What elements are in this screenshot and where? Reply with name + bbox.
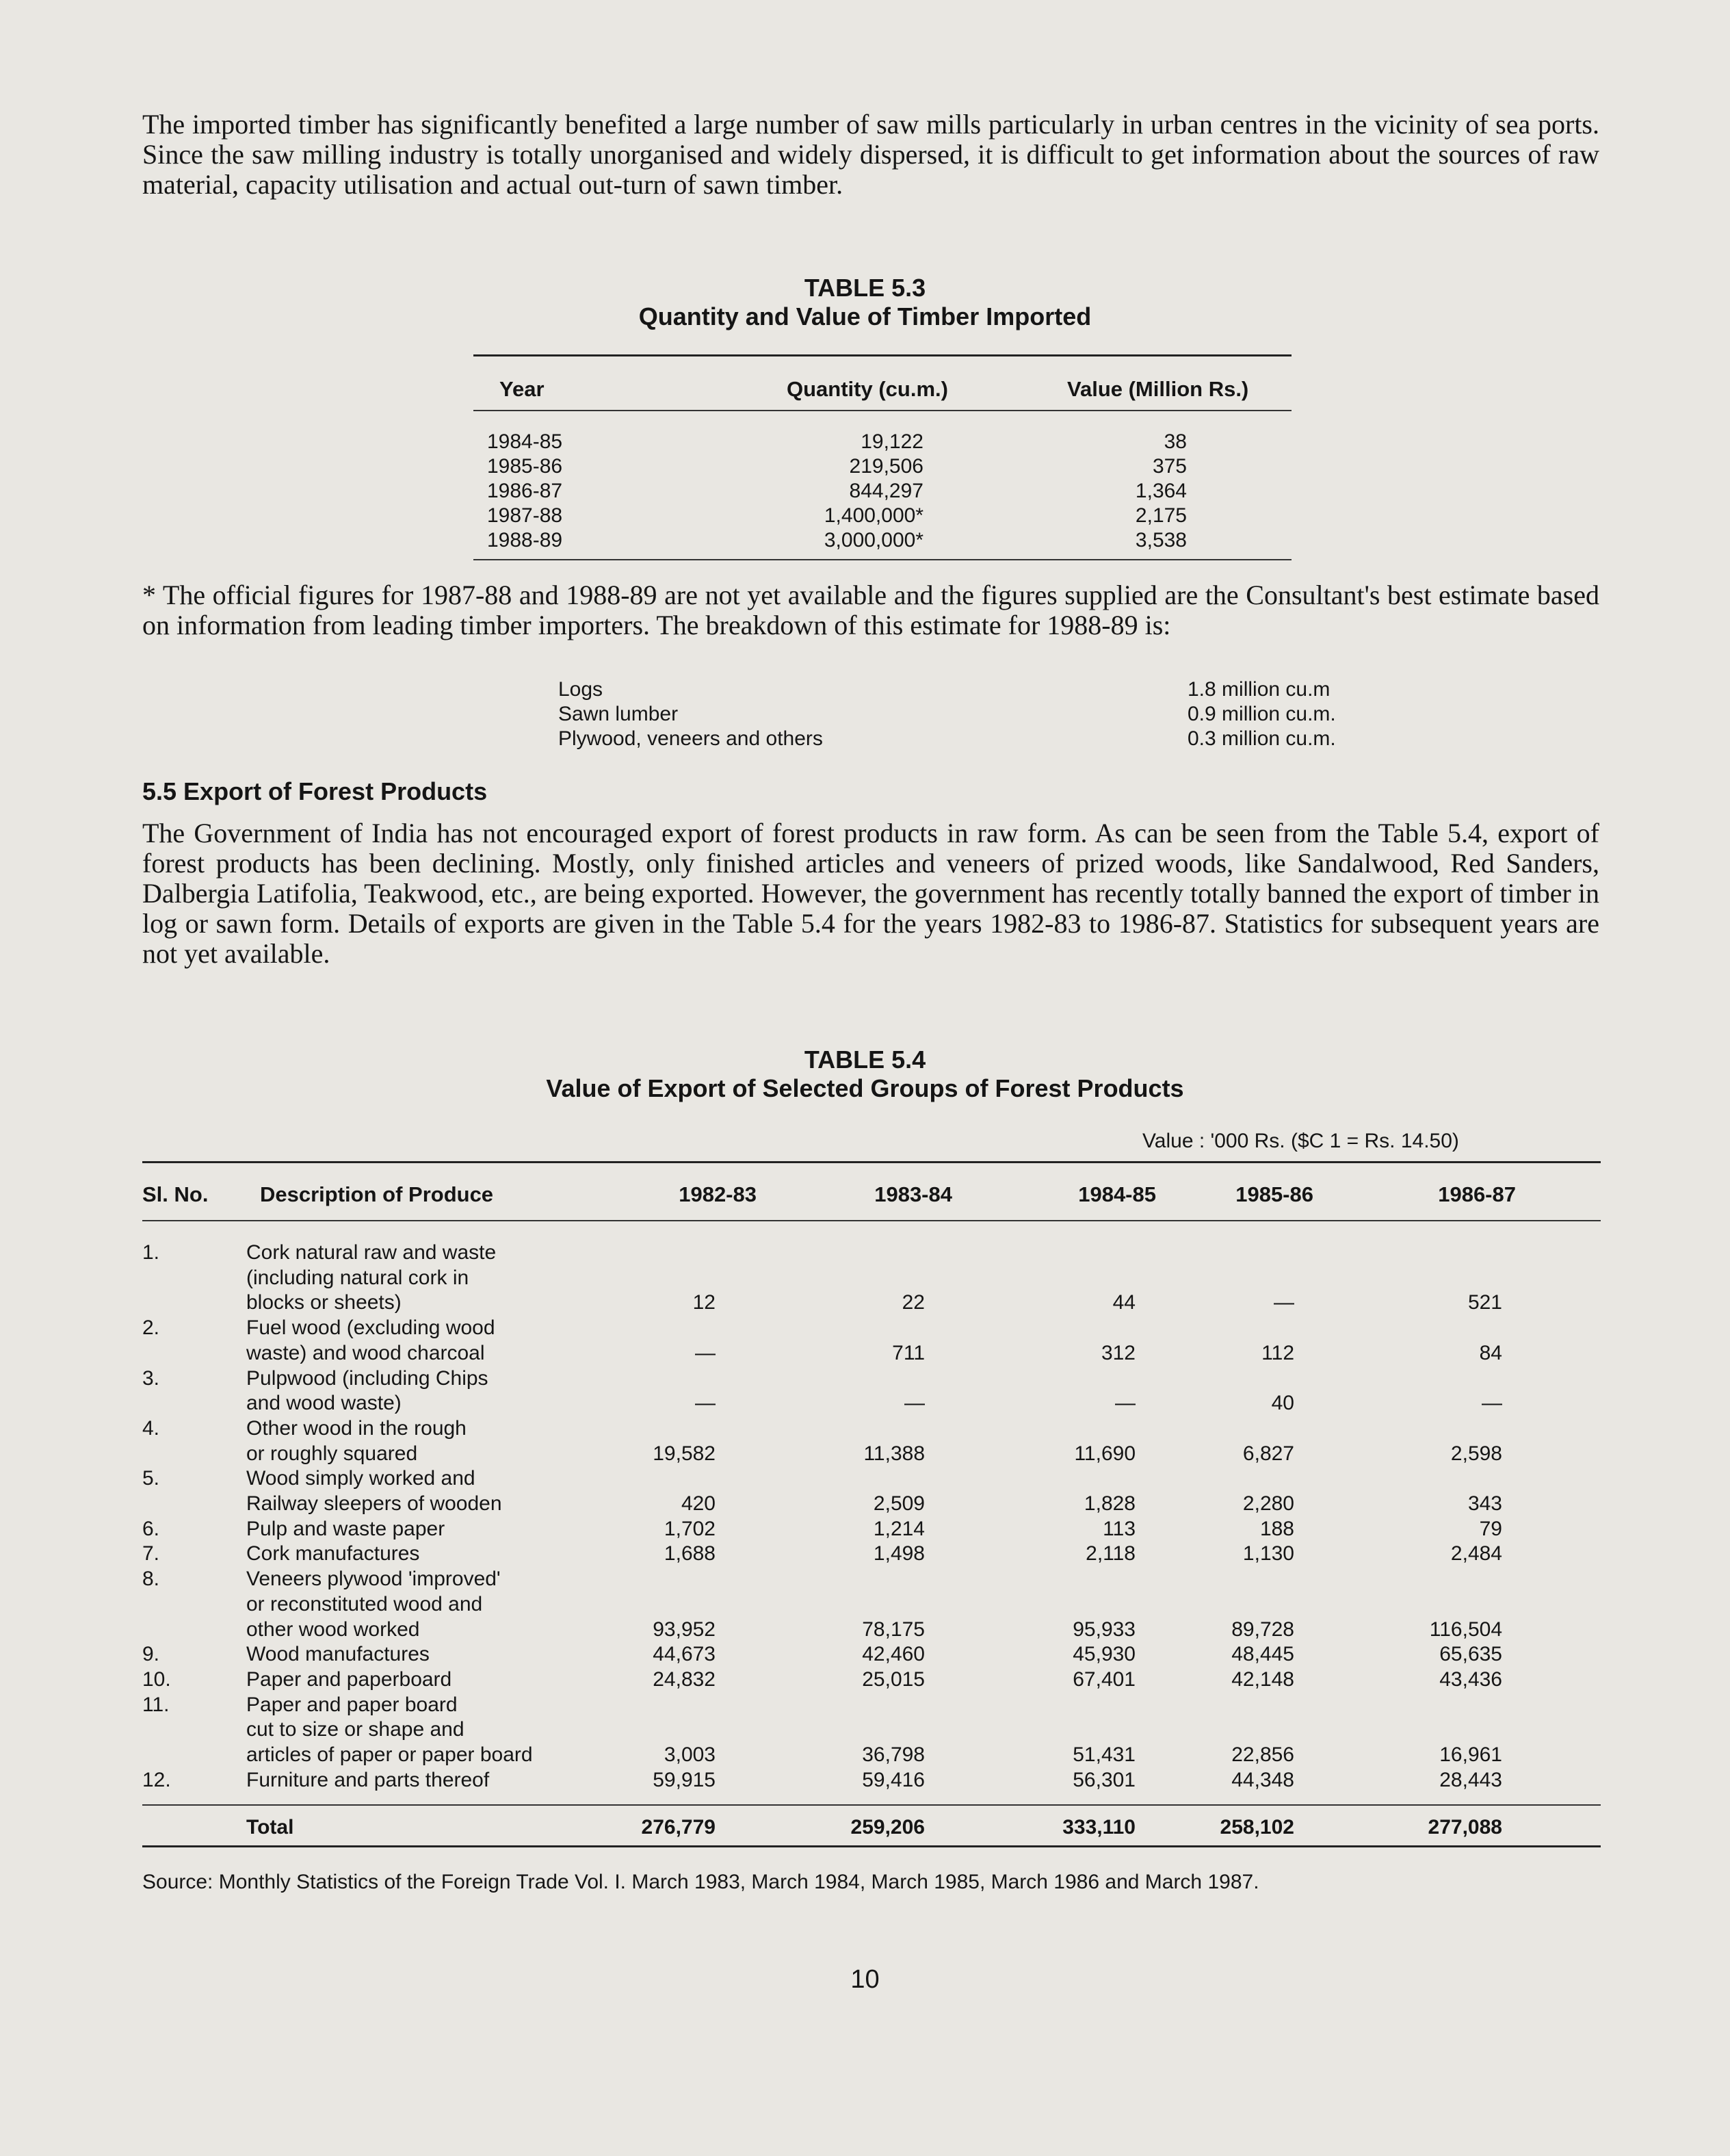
table-5-4-value-cell: 79 bbox=[1479, 1517, 1502, 1540]
table-5-3-value-cell: 1,364 bbox=[1135, 480, 1187, 502]
table-5-4-value-cell: 112 bbox=[1261, 1341, 1294, 1364]
table-5-4-description-line: Wood simply worked and bbox=[246, 1467, 475, 1490]
table-5-4-value-cell: 36,798 bbox=[862, 1743, 925, 1766]
table-5-3-number: TABLE 5.3 bbox=[804, 274, 926, 302]
table-5-4-value-cell: 188 bbox=[1259, 1517, 1294, 1540]
table-5-4-value-cell: — bbox=[904, 1392, 925, 1415]
table-5-4-description-line: Pulp and waste paper bbox=[246, 1517, 445, 1540]
table-5-4-value-cell: 65,635 bbox=[1439, 1643, 1502, 1666]
table-5-4-total-cell: 258,102 bbox=[1220, 1816, 1294, 1839]
table-5-4-description-line: Paper and paperboard bbox=[246, 1667, 452, 1691]
table-5-4-description-line: waste) and wood charcoal bbox=[246, 1341, 485, 1364]
table-5-4-slno-cell: 7. bbox=[142, 1542, 160, 1566]
table-5-4-value-cell: 95,933 bbox=[1073, 1618, 1136, 1641]
table-5-3-quantity-cell: 3,000,000* bbox=[824, 529, 923, 551]
table-5-4-value-cell: 78,175 bbox=[862, 1618, 925, 1641]
table-5-4-value-cell: 40 bbox=[1271, 1392, 1294, 1415]
table-5-4-value-cell: 22,856 bbox=[1231, 1743, 1294, 1766]
table-5-3-year-cell: 1984-85 bbox=[487, 430, 563, 453]
table-5-4-header-year: 1986-87 bbox=[1438, 1182, 1516, 1206]
export-paragraph: The Government of India has not encouraged export of forest products in raw form. As can be seen from the Table 5.4, export of forest products has been declining. Mostly, only finished articles and veneers of prized woods, like Sandalwood, Red Sanders, Dalbergia Latifolia, Teakwood, etc., are being exported. However, the government has recently totally banned the export of timber in log or sawn form. Details of exports are given in the Table 5.4 for the years 1982-83 to 1986-87. Statistics for subsequent years are not yet available. bbox=[142, 818, 1599, 969]
table-5-4-description-line: or reconstituted wood and bbox=[246, 1592, 483, 1615]
table-5-4-value-cell: 45,930 bbox=[1073, 1643, 1136, 1666]
table-5-4-header-year: 1983-84 bbox=[874, 1182, 952, 1206]
table-5-4-value-cell: 59,416 bbox=[862, 1768, 925, 1791]
table-5-4-value-cell: 42,460 bbox=[862, 1643, 925, 1666]
table-5-4-value-cell: 11,388 bbox=[863, 1442, 925, 1465]
table-5-3-header-rule bbox=[473, 410, 1292, 411]
table-5-4-value-cell: 3,003 bbox=[664, 1743, 716, 1766]
page-number: 10 bbox=[850, 1965, 880, 1994]
table-5-4-value-cell: 84 bbox=[1479, 1341, 1502, 1364]
table-5-4-value-cell: — bbox=[1274, 1291, 1294, 1314]
table-5-4-value-cell: — bbox=[695, 1341, 716, 1364]
table-5-4-value-cell: 1,688 bbox=[664, 1542, 716, 1566]
table-5-4-value-cell: 67,401 bbox=[1073, 1667, 1136, 1691]
table-5-3-year-cell: 1985-86 bbox=[487, 455, 563, 478]
table-5-4-description-line: articles of paper or paper board bbox=[246, 1743, 533, 1766]
breakdown-amount: 1.8 million cu.m bbox=[1188, 678, 1331, 701]
table-5-4-slno-cell: 9. bbox=[142, 1643, 160, 1666]
table-5-4-total-cell: 276,779 bbox=[641, 1816, 716, 1839]
table-5-3-title: Quantity and Value of Timber Imported bbox=[638, 302, 1092, 330]
table-5-4-value-cell: 89,728 bbox=[1231, 1618, 1294, 1641]
table-5-4-value-cell: 48,445 bbox=[1231, 1643, 1294, 1666]
table-5-3-value-cell: 375 bbox=[1152, 455, 1187, 478]
table-5-4-description-line: cut to size or shape and bbox=[246, 1718, 464, 1741]
table-5-3-year-cell: 1988-89 bbox=[487, 529, 563, 551]
table-5-4-value-cell: 19,582 bbox=[653, 1442, 716, 1465]
table-5-4-slno-cell: 5. bbox=[142, 1467, 160, 1490]
table-5-3-year-cell: 1986-87 bbox=[487, 480, 563, 502]
table-5-4-slno-cell: 1. bbox=[142, 1241, 160, 1264]
table-5-4-value-cell: 11,690 bbox=[1074, 1442, 1136, 1465]
table-5-4-header-description: Description of Produce bbox=[260, 1182, 494, 1206]
table-5-4-value-cell: 521 bbox=[1467, 1291, 1502, 1314]
table-5-4-description-line: (including natural cork in bbox=[246, 1266, 469, 1289]
table-5-4-description-line: Pulpwood (including Chips bbox=[246, 1366, 488, 1390]
table-5-3-header-quantity: Quantity (cu.m.) bbox=[787, 377, 948, 401]
table-5-4-description-line: Railway sleepers of wooden bbox=[246, 1492, 502, 1515]
table-5-3-quantity-cell: 219,506 bbox=[849, 455, 923, 478]
table-5-4-value-cell: 24,832 bbox=[653, 1667, 716, 1691]
table-5-4-slno-cell: 11. bbox=[142, 1693, 170, 1716]
table-5-3-year-cell: 1987-88 bbox=[487, 504, 563, 527]
table-5-4-value-cell: 1,828 bbox=[1084, 1492, 1136, 1515]
table-5-4-value-cell: 42,148 bbox=[1231, 1667, 1294, 1691]
table-5-4-value-cell: — bbox=[695, 1392, 716, 1415]
breakdown-item: Logs bbox=[558, 678, 603, 701]
table-5-4-value-cell: 2,509 bbox=[873, 1492, 925, 1515]
table-5-4-value-cell: 43,436 bbox=[1439, 1667, 1502, 1691]
table-5-4-value-cell: 2,484 bbox=[1450, 1542, 1502, 1566]
breakdown-item: Sawn lumber bbox=[558, 703, 679, 725]
table-5-4-value-cell: 2,598 bbox=[1450, 1442, 1502, 1465]
table-5-4-slno-cell: 8. bbox=[142, 1568, 160, 1591]
table-5-4-value-cell: 16,961 bbox=[1439, 1743, 1502, 1766]
table-5-4-value-cell: — bbox=[1115, 1392, 1136, 1415]
table-5-4-value-cell: 113 bbox=[1103, 1517, 1136, 1540]
table-5-4-slno-cell: 4. bbox=[142, 1416, 160, 1440]
table-5-4-slno-cell: 6. bbox=[142, 1517, 160, 1540]
table-5-3-quantity-cell: 844,297 bbox=[849, 480, 923, 502]
table-5-4-value-cell: 12 bbox=[692, 1291, 716, 1314]
table-5-4-total-rule bbox=[142, 1804, 1601, 1806]
table-5-4-description-line: or roughly squared bbox=[246, 1442, 418, 1465]
table-5-4-description-line: Cork manufactures bbox=[246, 1542, 420, 1566]
breakdown-amount: 0.9 million cu.m. bbox=[1188, 703, 1336, 725]
table-5-4-description-line: Cork natural raw and waste bbox=[246, 1241, 497, 1264]
table-5-4-top-rule bbox=[142, 1161, 1601, 1163]
table-5-4-description-line: blocks or sheets) bbox=[246, 1291, 402, 1314]
table-5-4-bottom-rule bbox=[142, 1845, 1601, 1847]
table-5-4-slno-cell: 2. bbox=[142, 1316, 160, 1340]
table-5-4-title: Value of Export of Selected Groups of Forest Products bbox=[546, 1074, 1184, 1102]
table-5-4-value-cell: 51,431 bbox=[1073, 1743, 1136, 1766]
table-5-4-value-cell: 6,827 bbox=[1242, 1442, 1294, 1465]
table-5-4-number: TABLE 5.4 bbox=[804, 1045, 926, 1074]
table-5-3-bottom-rule bbox=[473, 559, 1292, 560]
table-5-4-value-cell: 420 bbox=[681, 1492, 716, 1515]
table-5-4-value-cell: 711 bbox=[892, 1341, 925, 1364]
table-5-4-value-cell: 312 bbox=[1101, 1341, 1136, 1364]
table-5-4-total-label: Total bbox=[246, 1816, 294, 1839]
table-5-4-unit-note: Value : '000 Rs. ($C 1 = Rs. 14.50) bbox=[1142, 1130, 1459, 1152]
table-5-4-value-cell: 44 bbox=[1112, 1291, 1136, 1314]
section-heading-5-5: 5.5 Export of Forest Products bbox=[142, 777, 488, 805]
table-5-4-total-cell: 333,110 bbox=[1062, 1816, 1136, 1839]
table-5-4-value-cell: 1,498 bbox=[873, 1542, 925, 1566]
intro-paragraph: The imported timber has significantly benefited a large number of saw mills particularly in urban centres in the vicinity of sea ports. Since the saw milling industry is totally unorganised and widely dispersed, it is difficult to get information about the sources of raw material, capacity utilisation and actual out-turn of sawn timber. bbox=[142, 109, 1599, 200]
table-5-4-value-cell: 1,702 bbox=[664, 1517, 716, 1540]
table-5-4-value-cell: 56,301 bbox=[1073, 1768, 1136, 1791]
table-5-4-value-cell: 1,130 bbox=[1242, 1542, 1294, 1566]
table-5-4-header-year: 1984-85 bbox=[1078, 1182, 1156, 1206]
table-5-4-description-line: Other wood in the rough bbox=[246, 1416, 467, 1440]
table-5-3-quantity-cell: 19,122 bbox=[861, 430, 923, 453]
table-5-3-value-cell: 2,175 bbox=[1135, 504, 1187, 527]
table-5-3-quantity-cell: 1,400,000* bbox=[824, 504, 923, 527]
table-5-4-value-cell: 59,915 bbox=[653, 1768, 716, 1791]
table-5-3-header-value: Value (Million Rs.) bbox=[1067, 377, 1249, 401]
table-5-4-value-cell: 343 bbox=[1467, 1492, 1502, 1515]
table-5-4-slno-cell: 3. bbox=[142, 1366, 160, 1390]
table-5-4-value-cell: 28,443 bbox=[1439, 1768, 1502, 1791]
source-note: Source: Monthly Statistics of the Foreign Trade Vol. I. March 1983, March 1984, March 1985, March 1986 and March 1987. bbox=[142, 1871, 1259, 1893]
table-5-4-description-line: Veneers plywood 'improved' bbox=[246, 1568, 501, 1591]
table-5-3-top-rule bbox=[473, 354, 1292, 356]
table-5-4-description-line: other wood worked bbox=[246, 1618, 420, 1641]
table-5-4-description-line: Paper and paper board bbox=[246, 1693, 458, 1716]
table-5-4-header-year: 1985-86 bbox=[1235, 1182, 1313, 1206]
table-5-3-header-year: Year bbox=[499, 377, 545, 401]
table-5-4-value-cell: 2,118 bbox=[1086, 1542, 1136, 1566]
table-5-4-total-cell: 277,088 bbox=[1428, 1816, 1502, 1839]
breakdown-item: Plywood, veneers and others bbox=[558, 727, 823, 750]
table-5-4-value-cell: — bbox=[1482, 1392, 1502, 1415]
table-5-4-description-line: Furniture and parts thereof bbox=[246, 1768, 490, 1791]
table-5-4-value-cell: 44,673 bbox=[653, 1643, 716, 1666]
table-5-4-value-cell: 22 bbox=[902, 1291, 925, 1314]
table-5-4-header-slno: Sl. No. bbox=[142, 1182, 209, 1206]
table-5-4-total-cell: 259,206 bbox=[850, 1816, 925, 1839]
table-5-4-value-cell: 116,504 bbox=[1429, 1618, 1502, 1641]
breakdown-amount: 0.3 million cu.m. bbox=[1188, 727, 1336, 750]
table-5-4-description-line: Wood manufactures bbox=[246, 1643, 430, 1666]
table-5-4-value-cell: 1,214 bbox=[873, 1517, 925, 1540]
table-5-4-slno-cell: 12. bbox=[142, 1768, 171, 1791]
table-5-4-description-line: and wood waste) bbox=[246, 1392, 402, 1415]
table-5-4-description-line: Fuel wood (excluding wood bbox=[246, 1316, 495, 1340]
table-5-4-value-cell: 44,348 bbox=[1231, 1768, 1294, 1791]
table-5-4-value-cell: 2,280 bbox=[1242, 1492, 1294, 1515]
table-5-3-value-cell: 38 bbox=[1164, 430, 1187, 453]
table-5-4-slno-cell: 10. bbox=[142, 1667, 171, 1691]
footnote-paragraph: * The official figures for 1987-88 and 1988-89 are not yet available and the figures supplied are the Consultant's best estimate based on information from leading timber importers. The breakdown of this estimate for 1988-89 is: bbox=[142, 580, 1599, 640]
table-5-3-value-cell: 3,538 bbox=[1135, 529, 1187, 551]
table-5-4-header-rule bbox=[142, 1220, 1601, 1221]
table-5-4-header-year: 1982-83 bbox=[679, 1182, 757, 1206]
table-5-4-value-cell: 93,952 bbox=[653, 1618, 716, 1641]
table-5-4-value-cell: 25,015 bbox=[862, 1667, 925, 1691]
